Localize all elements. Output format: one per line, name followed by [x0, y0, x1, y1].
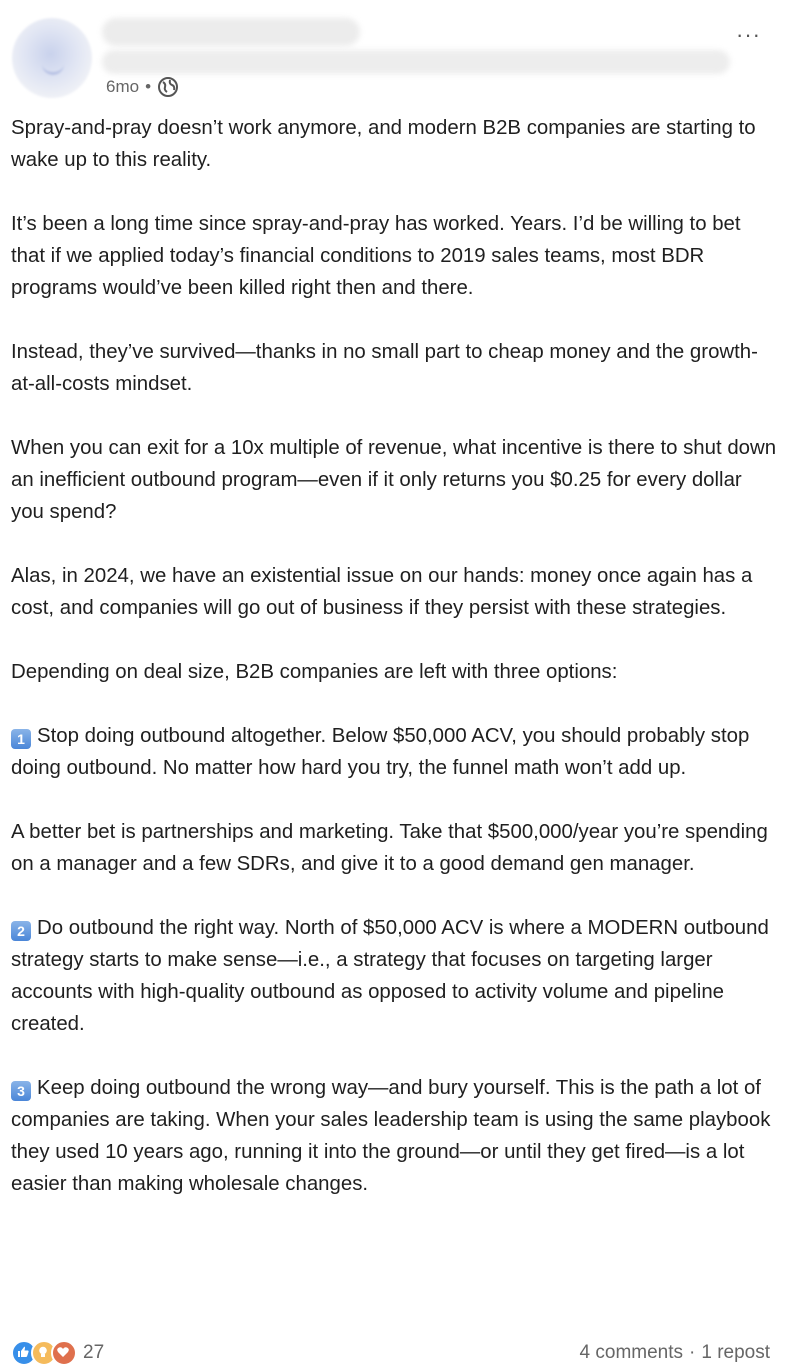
post-header [0, 0, 789, 110]
post-paragraph: Alas, in 2024, we have an existential issue on our hands: money once again has a cost, and companies will go out of business if they persist with these strategies. [11, 565, 753, 619]
reactions-summary[interactable] [11, 1340, 104, 1366]
author-name-redacted[interactable] [102, 18, 360, 46]
post-paragraph: Instead, they’ve survived—thanks in no small part to cheap money and the growth-at-all-costs mindset. [11, 341, 758, 395]
keycap-3-icon: 3 [11, 1081, 31, 1101]
author-headline-redacted [102, 50, 730, 74]
post-paragraph: Depending on deal size, B2B companies are left with three options: [11, 661, 618, 683]
keycap-2-icon: 2 [11, 921, 31, 941]
author-avatar[interactable] [12, 18, 92, 98]
post-meta [106, 76, 179, 98]
post-paragraph: It’s been a long time since spray-and-pray has worked. Years. I’d be willing to bet that if we applied today’s financial conditions to 2019 sales teams, most BDR programs would’ve been killed right then and there. [11, 213, 741, 299]
reaction-count: 27 [83, 1342, 105, 1363]
option-2 [11, 912, 779, 1040]
keycap-1-icon: 1 [11, 729, 31, 749]
post-time: 6mo [106, 77, 140, 96]
engagement-summary [580, 1342, 770, 1364]
post-paragraph: When you can exit for a 10x multiple of revenue, what incentive is there to shut down an inefficient outbound program—even if it only returns you $0.25 for every dollar you spend? [11, 437, 777, 523]
option-1-text: Stop doing outbound altogether. Below $50,000 ACV, you should probably stop doing outbound. No matter how hard you try, the funnel math won’t add up. [11, 725, 750, 779]
globe-icon [157, 76, 179, 98]
more-options-icon[interactable]: ··· [736, 22, 761, 47]
post-footer [0, 1336, 789, 1370]
post-text [11, 112, 779, 1200]
option-1-followup: A better bet is partnerships and marketing. Take that $500,000/year you’re spending on a manager and a few SDRs, and give it to a good demand gen manager. [11, 821, 768, 875]
option-1 [11, 720, 779, 784]
option-3 [11, 1072, 779, 1200]
option-3-text: Keep doing outbound the wrong way—and bury yourself. This is the path a lot of companies are taking. When your sales leadership team is using the same playbook they used 10 years ago, running it into the ground—or until they get fired—is a lot easier than making wholesale changes. [11, 1077, 771, 1195]
reposts-link[interactable]: 1 repost [701, 1342, 770, 1363]
love-icon [51, 1340, 77, 1366]
option-2-text: Do outbound the right way. North of $50,000 ACV is where a MODERN outbound strategy starts to make sense—i.e., a strategy that focuses on targeting larger accounts with high-quality outbound as opposed to activity volume and pipeline created. [11, 917, 769, 1035]
meta-separator: • [145, 77, 152, 96]
comments-link[interactable]: 4 comments [579, 1342, 684, 1363]
post-paragraph: Spray-and-pray doesn’t work anymore, and modern B2B companies are starting to wake up to this reality. [11, 117, 756, 171]
engagement-separator: · [689, 1342, 696, 1363]
